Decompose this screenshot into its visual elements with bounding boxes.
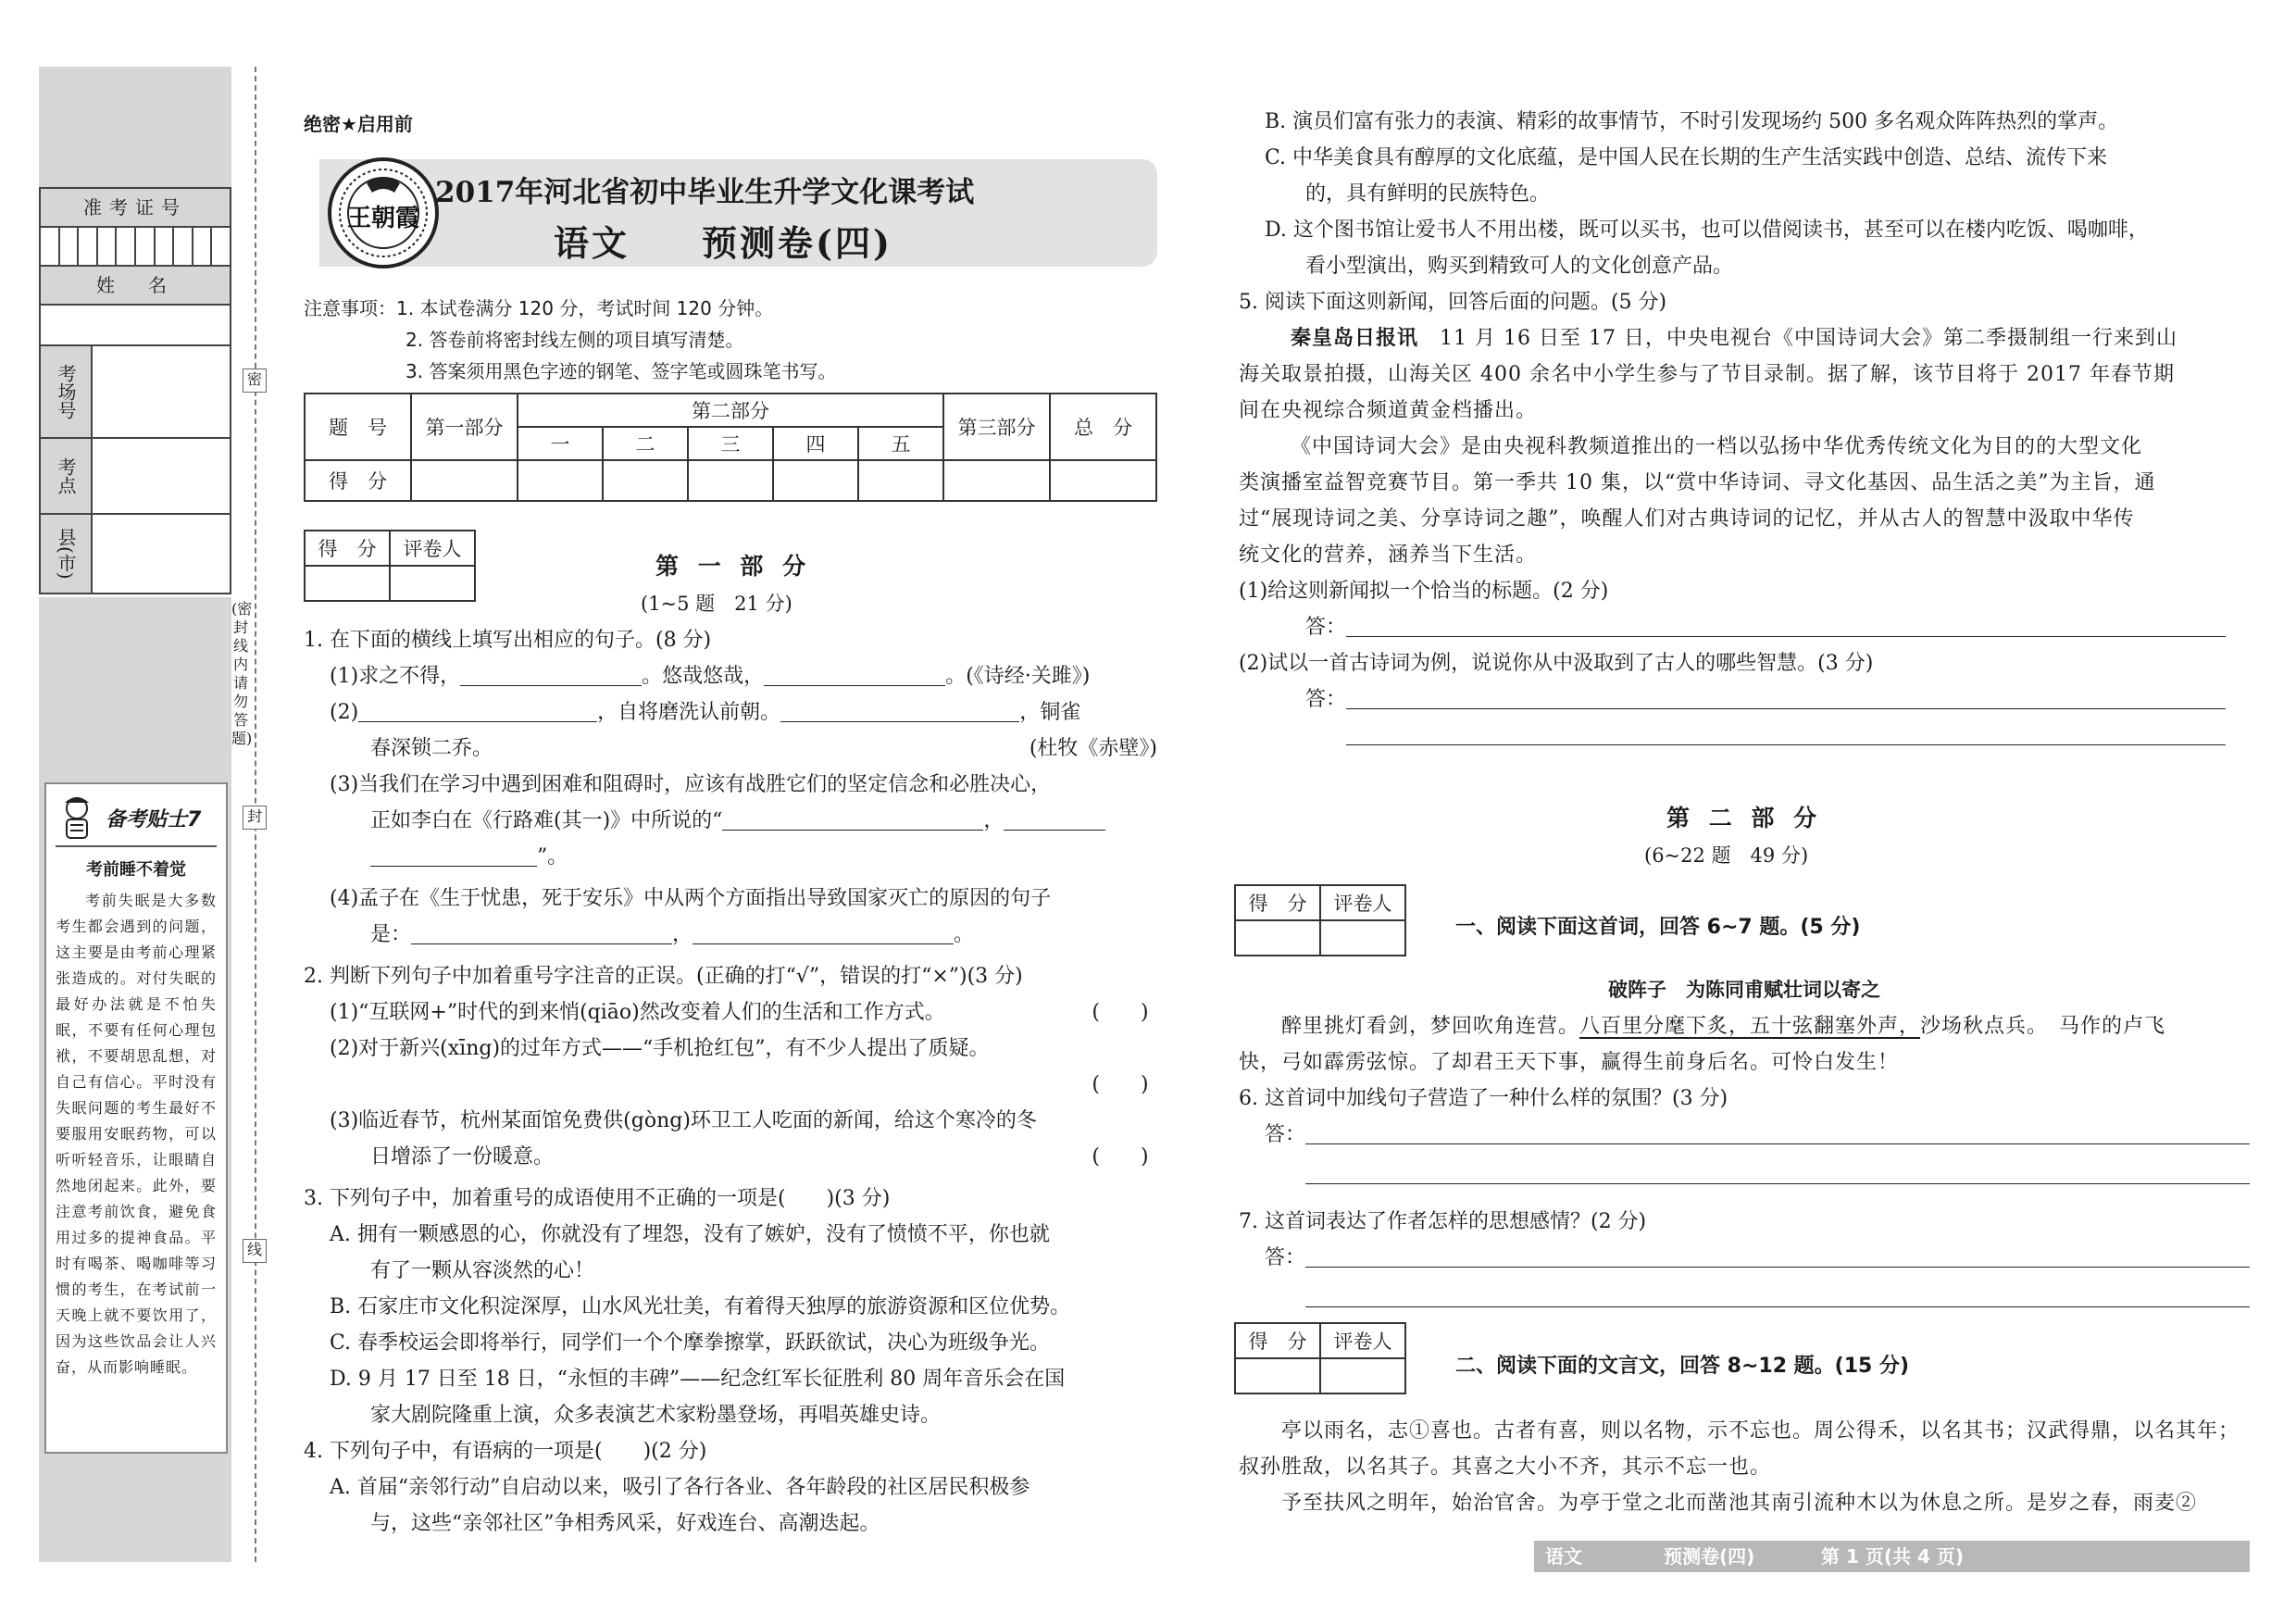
q4-option-d2: 看小型演出，购买到精致可人的文化创意产品。 xyxy=(1305,255,1734,278)
name-field[interactable] xyxy=(41,306,230,346)
grader-score-label: 得 分 xyxy=(305,531,390,566)
exam-title: 2017年河北省初中毕业生升学文化课考试 xyxy=(435,176,975,209)
q7-answer-b xyxy=(1239,1280,2250,1316)
answer-line[interactable] xyxy=(1346,611,2226,637)
left-column xyxy=(304,622,1157,1542)
answer-line[interactable] xyxy=(1305,1281,2250,1307)
q5-answer1: 答： xyxy=(1239,609,2250,645)
grader-score-label: 得 分 xyxy=(1235,885,1320,920)
q1-line3b: 正如李白在《行路难(其一)》中所说的“ ， xyxy=(304,803,1157,839)
classical-text xyxy=(1239,1413,2250,1521)
score-cell[interactable] xyxy=(603,460,688,501)
score-cell[interactable] xyxy=(518,460,603,501)
county-field[interactable] xyxy=(41,515,230,593)
q5-news-p2b: 类演播室益智竞赛节目。第一季共 10 集，以“赏中华诗词、寻文化基因、品生活之美”为主旨，通 xyxy=(1239,471,2156,494)
q5-news-p1c: 间在央视综合频道黄金档播出。 xyxy=(1239,399,1538,422)
q5-answer2b xyxy=(1239,718,2250,754)
grader-score-cell[interactable] xyxy=(305,566,390,601)
q3-stem: 3. 下列句子中，加着重号的成语使用不正确的一项是( )(3 分) xyxy=(304,1187,891,1210)
exam-site-label: 考点 xyxy=(41,439,93,513)
section2-heading: 二、阅读下面的文言文，回答 8~12 题。(15 分) xyxy=(1455,1355,1910,1378)
q1-stem: 1. 在下面的横线上填写出相应的句子。(8 分) xyxy=(304,629,712,652)
q3-option-d: D. 9 月 17 日至 18 日，“永恒的丰碑”——纪念红军长征胜利 80 周年音乐会在国 xyxy=(330,1368,1066,1391)
answer-line[interactable] xyxy=(1346,683,2226,709)
q1-line2b: 春深锁二乔。 (杜牧《赤壁》) xyxy=(370,737,1157,760)
q2-item2: (2)对于新兴(xīng)的过年方式——“手机抢红包”，有不少人提出了质疑。 xyxy=(330,1037,990,1060)
mascot-icon xyxy=(56,794,98,842)
score-table-part2: 第二部分 xyxy=(518,394,943,427)
score-cell[interactable] xyxy=(858,460,943,501)
score-cell[interactable] xyxy=(1050,460,1156,501)
seal-mark-feng: 封 xyxy=(243,806,267,830)
answer-line[interactable] xyxy=(1305,1158,2250,1184)
q4-option-b: B. 演员们富有张力的表演、精彩的故事情节，不时引发现场约 500 多名观众阵阵热烈的掌声。 xyxy=(1265,110,2119,133)
answer-blank[interactable] xyxy=(1004,805,1105,831)
q1-line4: (4)孟子在《生于忧患，死于安乐》中从两个方面指出导致国家灭亡的原因的句子 xyxy=(330,887,1052,910)
q2-item2-paren-line xyxy=(304,1067,1157,1103)
publisher-seal-logo xyxy=(326,156,442,271)
section1-heading: 一、阅读下面这首词，回答 6~7 题。(5 分) xyxy=(1455,916,1861,939)
q7-answer: 答： xyxy=(1239,1240,2250,1276)
footer-paper: 预测卷(四) xyxy=(1664,1545,1755,1568)
q3-option-a2: 有了一颗从容淡然的心！ xyxy=(370,1259,595,1282)
q2-item3: (3)临近春节，杭州某面馆免费供(gòng)环卫工人吃面的新闻，给这个寒冷的冬 xyxy=(330,1109,1037,1132)
score-table-sub-5: 五 xyxy=(858,427,943,460)
answer-paren[interactable]: ( ) xyxy=(1092,1073,1149,1096)
answer-blank[interactable] xyxy=(780,696,1019,722)
poem-title: 破阵子 为陈同甫赋壮词以寄之 xyxy=(1608,979,1880,1001)
score-table-sub-3: 三 xyxy=(688,427,773,460)
exam-room-label: 考场号 xyxy=(41,346,93,437)
score-table-total: 总 分 xyxy=(1050,394,1156,460)
q3-option-c: C. 春季校运会即将举行，同学们一个个摩拳擦掌，跃跃欲试，决心为班级争光。 xyxy=(330,1331,1051,1355)
q4-option-c: C. 中华美食具有醇厚的文化底蕴，是中国人民在长期的生产生活实践中创造、总结、流传下来 xyxy=(1265,146,2108,169)
score-table-part3: 第三部分 xyxy=(943,394,1050,460)
q4-option-a2: 与，这些“亲邻社区”争相秀风采，好戏连台、高潮迭起。 xyxy=(370,1512,880,1535)
paper-name: 预测卷(四) xyxy=(702,222,892,264)
score-cell[interactable] xyxy=(773,460,858,501)
exam-tips-box xyxy=(44,782,228,1454)
q5-news-p2d: 统文化的营养，涵养当下生活。 xyxy=(1239,544,1538,567)
exam-room-field[interactable] xyxy=(41,346,230,439)
right-column xyxy=(1239,104,2250,754)
q7-stem: 7. 这首词表达了作者怎样的思想感情？(2 分) xyxy=(1239,1210,1647,1233)
answer-blank[interactable] xyxy=(693,918,954,944)
q2-stem: 2. 判断下列句子中加着重号字注音的正误。(正确的打“√”，错误的打“×”)(3 分) xyxy=(304,965,1023,988)
seal-mark-mi: 密 xyxy=(243,369,267,393)
q2-item3b: 日增添了一份暖意。 ( ) xyxy=(304,1139,1157,1175)
q1-line2: (2) ，自将磨洗认前朝。 ，铜雀 xyxy=(304,694,1157,731)
exam-number-label: 准考证号 xyxy=(41,189,230,228)
q3-option-d2: 家大剧院隆重上演，众多表演艺术家粉墨登场，再唱英雄史诗。 xyxy=(370,1404,942,1427)
grader-name-cell[interactable] xyxy=(1320,920,1405,956)
q1-line4b: 是： ， 。 xyxy=(304,917,1157,953)
seal-note: (密封线内请勿答题) xyxy=(231,600,253,747)
seal-mark-xian: 线 xyxy=(243,1239,267,1263)
exam-site-field[interactable] xyxy=(41,439,230,515)
q1-line3: (3)当我们在学习中遇到困难和阻碍时，应该有战胜它们的坚定信念和必胜决心， xyxy=(330,773,1052,796)
poem-line1: 醉里挑灯看剑，梦回吹角连营。八百里分麾下炙，五十弦翻塞外声，沙场秋点兵。 马作的卢飞 xyxy=(1281,1015,2166,1038)
part2-title: 第 二 部 分 xyxy=(1666,805,1823,831)
grader-name-label: 评卷人 xyxy=(1320,1323,1405,1358)
grader-box-sec2 xyxy=(1234,1322,1406,1394)
grader-name-cell[interactable] xyxy=(390,566,475,601)
grader-score-cell[interactable] xyxy=(1235,1358,1320,1393)
q1-line3c: ”。 xyxy=(304,839,1157,875)
notice-block xyxy=(304,293,836,387)
score-table-sub-4: 四 xyxy=(773,427,858,460)
answer-line[interactable] xyxy=(1346,719,2226,745)
candidate-info-box xyxy=(39,187,231,594)
score-table-item-header: 题 号 xyxy=(305,394,411,460)
q5-news-p1: 秦皇岛日报讯 11 月 16 日至 17 日，中央电视台《中国诗词大会》第二季摄制组一行来到山 xyxy=(1291,327,2177,350)
tips-header xyxy=(56,790,217,847)
q4-option-d: D. 这个图书馆让爱书人不用出楼，既可以买书，也可以借阅读书，甚至可以在楼内吃饭、喝咖啡， xyxy=(1265,219,2149,242)
q6-answer: 答： xyxy=(1239,1117,2250,1153)
tips-title: 备考贴士7 xyxy=(106,807,202,831)
footer-page: 第 1 页(共 4 页) xyxy=(1821,1545,1964,1568)
score-table-sub-1: 一 xyxy=(518,427,603,460)
q3-option-b: B. 石家庄市文化积淀深厚，山水风光壮美，有着得天独厚的旅游资源和区位优势。 xyxy=(330,1295,1071,1318)
answer-blank[interactable] xyxy=(722,805,983,831)
q2-item1: (1)“互联网+”时代的到来悄(qiāo)然改变着人们的生活和工作方式。 ( ) xyxy=(304,994,1157,1031)
page-footer xyxy=(1534,1541,2250,1572)
q5-sub2: (2)试以一首古诗词为例，说说你从中汲取到了古人的哪些智慧。(3 分) xyxy=(1239,652,1874,675)
answer-blank[interactable] xyxy=(411,918,672,944)
grader-name-label: 评卷人 xyxy=(390,531,475,566)
score-table-part1: 第一部分 xyxy=(411,394,518,460)
grader-score-cell[interactable] xyxy=(1235,920,1320,956)
svg-text:王朝霞: 王朝霞 xyxy=(346,205,420,232)
grader-score-label: 得 分 xyxy=(1235,1323,1320,1358)
grader-box-part1 xyxy=(304,530,476,602)
notice-item-3: 3. 答案须用黑色字迹的钢笔、签字笔或圆珠笔书写。 xyxy=(406,360,837,382)
part1-range: (1~5 题 21 分) xyxy=(641,593,792,615)
answer-paren[interactable]: ( ) xyxy=(1092,1001,1149,1024)
tips-body: 考前失眠是大多数考生都会遇到的问题，这主要是由考前心理紧张造成的。对付失眠的最好办法就是不怕失眠，不要有任何心理包袱，不要胡思乱想，对自己有信心。平时没有失眠问题的考生最好不要服用安眠药物，可以听听轻音乐，让眼睛自然地闭起来。此外，要注意考前饮食，避免食用过多的提神食品。平时有喝茶、喝咖啡等习惯的考生，在考试前一天晚上就不要饮用了，因为这些饮品会让人兴奋，从而影响睡眠。 xyxy=(56,892,217,1376)
grader-box-sec1 xyxy=(1234,884,1406,956)
answer-blank[interactable] xyxy=(370,841,537,867)
part1-title: 第 一 部 分 xyxy=(655,553,812,580)
q5-news-p1b: 海关取景拍摄，山海关区 400 余名中小学生参与了节目录制。据了解，该节目将于 2017 年春节期 xyxy=(1239,363,2175,386)
q4-stem: 4. 下列句子中，有语病的一项是( )(2 分) xyxy=(304,1440,707,1463)
binding-strip-top xyxy=(39,67,231,187)
answer-blank[interactable] xyxy=(764,660,945,686)
score-cell[interactable] xyxy=(411,460,518,501)
q5-sub1: (1)给这则新闻拟一个恰当的标题。(2 分) xyxy=(1239,580,1609,603)
score-table-sub-2: 二 xyxy=(603,427,688,460)
score-table xyxy=(304,393,1157,502)
classical-line1: 亭以雨名，志①喜也。古者有喜，则以名物，示不忘也。周公得禾，以名其书；汉武得鼎，以名其年； xyxy=(1281,1419,2240,1443)
score-cell[interactable] xyxy=(943,460,1050,501)
answer-blank[interactable] xyxy=(460,660,642,686)
answer-line[interactable] xyxy=(1305,1242,2250,1268)
notice-item-1: 1. 本试卷满分 120 分，考试时间 120 分钟。 xyxy=(396,297,774,319)
q5-stem: 5. 阅读下面这则新闻，回答后面的问题。(5 分) xyxy=(1239,291,1667,314)
county-label: 县(市) xyxy=(41,515,93,593)
q3-option-a: A. 拥有一颗感恩的心，你就没有了埋怨，没有了嫉妒，没有了愤愤不平，你也就 xyxy=(330,1223,1050,1246)
name-label: 姓 名 xyxy=(41,267,230,306)
score-table-score-label: 得 分 xyxy=(305,460,411,501)
paper-title xyxy=(554,215,892,266)
footer-subject: 语文 xyxy=(1545,1545,1582,1568)
q6-stem: 6. 这首词中加线句子营造了一种什么样的氛围？(3 分) xyxy=(1239,1087,1728,1110)
tips-subtitle: 考前睡不着觉 xyxy=(86,860,186,880)
q4-option-c2: 的，具有鲜明的民族特色。 xyxy=(1305,182,1551,206)
score-cell[interactable] xyxy=(688,460,773,501)
answer-line[interactable] xyxy=(1305,1118,2250,1144)
classical-line3: 予至扶风之明年，始治官舍。为亭于堂之北而凿池其南引流种木以为休息之所。是岁之春，雨麦② xyxy=(1281,1492,2198,1515)
grader-name-label: 评卷人 xyxy=(1320,885,1405,920)
poem-block xyxy=(1239,972,2250,1316)
q4-option-a: A. 首届“亲邻行动”自启动以来，吸引了各行各业、各年龄段的社区居民积极参 xyxy=(330,1476,1030,1499)
classical-line2: 叔孙胜敌，以名其子。其喜之大小不齐，其示不忘一也。 xyxy=(1239,1456,1772,1479)
confidential-label: 绝密★启用前 xyxy=(304,113,413,135)
answer-paren[interactable]: ( ) xyxy=(1092,1145,1149,1168)
grader-name-cell[interactable] xyxy=(1320,1358,1405,1393)
notice-item-2: 2. 答卷前将密封线左侧的项目填写清楚。 xyxy=(406,329,744,351)
poem-line2: 快，弓如霹雳弦惊。了却君王天下事，赢得生前身后名。可怜白发生！ xyxy=(1239,1051,1900,1074)
notice-label: 注意事项： xyxy=(304,297,396,319)
q1-line1: (1)求之不得， 。悠哉悠哉， 。(《诗经·关雎》) xyxy=(304,658,1157,694)
exam-number-cells[interactable] xyxy=(41,228,230,267)
q5-news-p2c: 过“展现诗词之美、分享诗词之趣”，唤醒人们对古典诗词的记忆，并从古人的智慧中汲取中华传 xyxy=(1239,507,2135,531)
part2-range: (6~22 题 49 分) xyxy=(1644,844,1809,867)
answer-blank[interactable] xyxy=(358,696,597,722)
q5-news-p2: 《中国诗词大会》是由央视科教频道推出的一档以弘扬中华优秀传统文化为目的的大型文化 xyxy=(1291,435,2143,458)
subject-name: 语文 xyxy=(554,222,630,264)
q6-answer-b xyxy=(1239,1156,2250,1193)
q5-answer2: 答： xyxy=(1239,681,2250,718)
